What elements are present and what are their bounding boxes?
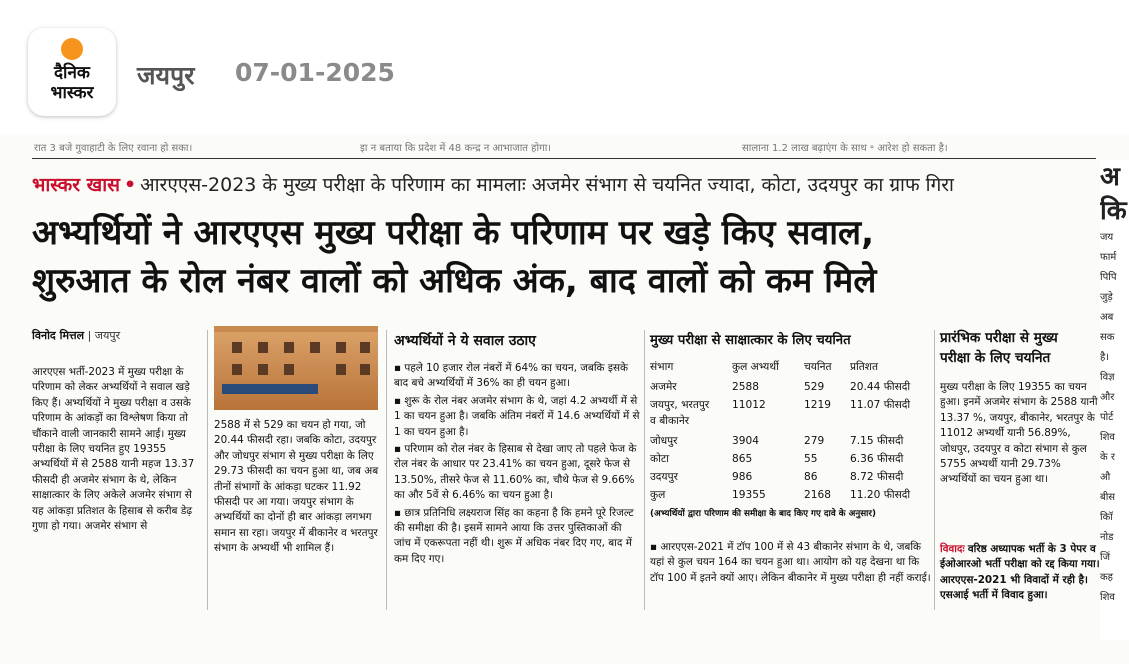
adjacent-line: है। (1100, 352, 1110, 363)
adjacent-line: अब (1100, 312, 1114, 323)
table-cell: अजमेर (650, 381, 677, 393)
article-column-2: 2588 में से 529 का चयन हो गया, जो 20.44 फीसदी रहा। जबकि कोटा, उदयपुर और जोधपुर संभाग से मुख्य परीक्षा के लिए 29.73 फीसदी का चयन हुआ था, जब अब तीनों संभागों के आंकड़ा घटकर 11.92 फीसदी पर आ गया। जयपुर संभाग के अभ्यर्थियों का दोनों ही बार आंकड़ा लगभग समान सा रहा। जयपुर में बीकानेर व भरतपुर संभाग के अभ्यर्थी भी शामिल हैं। (214, 419, 379, 555)
table-row (650, 398, 932, 412)
question-bullet: ▪ शुरू के रोल नंबर अजमेर संभाग के थे, जहां 4.2 अभ्यर्थी में से 1 का चयन हुआ है। जबकि अंतिम नंबरों में 14.6 अभ्यर्थियों में से 1 का चयन हुआ है। (394, 394, 640, 438)
adjacent-line: के र (1100, 452, 1115, 463)
table-cell: 2588 (732, 381, 759, 393)
table-cell: जयपुर, भरतपुर (650, 399, 710, 411)
question-bullet: ▪ पहले 10 हजार रोल नंबरों में 64% का चयन, जबकि इसके बाद बचे अभ्यर्थियों में 36% का ही चयन हुआ। (394, 362, 628, 390)
table-heading: मुख्य परीक्षा से साक्षात्कार के लिए चयनित (650, 333, 851, 348)
table-cell: 6.36 फीसदी (850, 453, 904, 465)
adjacent-line: औ (1100, 472, 1111, 483)
app-header (0, 0, 1129, 134)
table-cell: 279 (804, 435, 825, 447)
table-cell: जोधपुर (650, 435, 678, 447)
cutoff-text-b: इा न बताया कि प्रदेश में 48 कन्द्र न आभाजात होगा। (360, 143, 552, 154)
top-rule (32, 158, 1096, 159)
headline-line-1: अभ्यर्थियों ने आरएएस मुख्य परीक्षा के परिणाम पर खड़े किए सवाल, (32, 213, 874, 253)
table-cell: 11.20 फीसदी (850, 489, 911, 501)
adjacent-line: विज्ञ (1100, 372, 1115, 383)
prelim-body: मुख्य परीक्षा के लिए 19355 का चयन हुआ। इनमें अजमेर संभाग के 2588 यानी 13.37 %, जयपुर, बीकानेर, भरतपुर के 11012 अभ्यर्थी यानी 56.89%, जोधपुर, उदयपुर व कोटा संभाग से कुल 5755 अभ्यर्थी यानी 29.73% अभ्यर्थियों का चयन हुआ था। (940, 381, 1098, 486)
table-cell: 3904 (732, 435, 759, 447)
byline (32, 328, 212, 343)
adjacent-line: पोर्ट (1100, 412, 1114, 423)
table-cell: 8.72 फीसदी (850, 471, 904, 483)
table-cell: 11.07 फीसदी (850, 399, 911, 411)
adjacent-line: जिं (1100, 552, 1111, 563)
table-note: (अभ्यर्थियों द्वारा परिणाम की समीक्षा के बाद किए गए दावे के अनुसार) (650, 509, 877, 519)
table-row (650, 452, 932, 466)
logo-text-line2: भास्कर (50, 83, 94, 103)
adjacent-line: शिव (1100, 592, 1115, 603)
table-row (650, 470, 932, 484)
prelim-heading-line-1: प्रारंभिक परीक्षा से मुख्य (940, 330, 1058, 346)
vivad-box (940, 542, 1100, 604)
adjacent-line: बीस (1100, 492, 1116, 503)
adjacent-article-clipped (1100, 160, 1129, 640)
adjacent-line: फार्म (1100, 252, 1117, 263)
adjacent-line: पिपि (1100, 272, 1117, 283)
table-header-cell: प्रतिशत (850, 361, 879, 373)
table-cell: 11012 (732, 399, 766, 411)
table-cell: 20.44 फीसदी (850, 381, 911, 393)
building-photo (214, 326, 378, 410)
prelim-heading-line-2: परीक्षा के लिए चयनित (940, 350, 1051, 366)
prelim-heading (940, 328, 1100, 368)
adjacent-line: कह (1100, 572, 1113, 583)
article-column-4: ▪ आरएएस-2021 में टॉप 100 में से 43 बीकानेर संभाग के थे, जबकि यहां से कुल चयन 164 का चयन हुआ था। आयोग को यह देखना था कि टॉप 100 में इतने क्यों आए। लेकिन बीकानेर में मुख्य परीक्षा ही नहीं कराई। (650, 541, 931, 584)
adjacent-line: नोड (1100, 532, 1114, 543)
table-row (650, 434, 932, 448)
article-column-1: आरएएस भर्ती-2023 में मुख्य परीक्षा के परिणाम को लेकर अभ्यर्थियों ने सवाल खड़े किए हैं। अभ्यर्थियों ने मुख्य परीक्षा व उसके परिणाम के आंकड़ों का विश्लेषण किया तो चौंकाने वाली जानकारी सामने आई। मुख्य परीक्षा के लिए चयनित हुए 19355 अभ्यर्थियों में से 2588 यानी महज 13.37 फीसदी ही अजमेर संभाग के थे, लेकिन साक्षात्कार के लिए अकेले अजमेर संभाग से यह आंकड़ा प्रतिशत के हिसाब से करीब डेढ़ गुणा हो गया। अजमेर संभाग से (32, 366, 195, 533)
table-cell: 529 (804, 381, 825, 393)
question-bullet: ▪ छात्र प्रतिनिधि लक्ष्यराज सिंह का कहना है कि हमने पूरे रिजल्ट की समीक्षा की है। इसमें सामने आया कि उत्तर पुस्तिकाओं की जांच में एकरूपता नहीं थी। शुरू में अधिक नंबर दिए गए, बाद में कम दिए गए। (394, 506, 634, 565)
table-cell: 86 (804, 471, 818, 483)
table-cell: कुल (650, 489, 666, 501)
building-sign (222, 384, 318, 394)
vivad-text: वरिष्ठ अध्यापक भर्ती के 3 पेपर व ईओआरओ भर्ती परीक्षा को रद्द किया गया। आरएएस-2021 भी विवादों में रही है। एसआई भर्ती में विवाद हुआ। (940, 543, 1100, 602)
main-headline (32, 209, 1100, 305)
adjacent-line: जुड़े (1100, 292, 1113, 303)
column-divider (934, 330, 935, 610)
cutoff-text-c: सालाना 1.2 लाख बढ़ाएंग के साथ ॰ आरेश हो सकता है। (742, 143, 948, 154)
table-cell: 55 (804, 453, 818, 465)
adjacent-line: शिव (1100, 432, 1115, 443)
table-cell: उदयपुर (650, 471, 678, 483)
table-row (650, 488, 932, 502)
kicker-separator: • (123, 174, 137, 196)
adjacent-line: जय (1100, 232, 1114, 243)
adjacent-line: और (1100, 392, 1115, 403)
adjacent-heading: अ (1100, 162, 1120, 192)
byline-sep: | (87, 329, 92, 342)
table-cell: 7.15 फीसदी (850, 435, 904, 447)
questions-column (394, 361, 640, 569)
edition-city: जयपुर (137, 61, 195, 90)
vivad-label: विवादः (940, 543, 965, 555)
headline-line-2: शुरुआत के रोल नंबर वालों को अधिक अंक, बाद वालों को कम मिले (32, 261, 877, 301)
byline-place: जयपुर (94, 329, 121, 342)
table-header-row (650, 360, 932, 374)
question-bullet: ▪ परिणाम को रोल नंबर के हिसाब से देखा जाए तो पहले फेज के रोल नंबर के आधार पर 23.41% का चयन हुआ, दूसरे फेज से 13.50%, तीसरे फेज से 11.60% का, चौथे फेज से 9.66% का और 5वें से 6.46% का चयन हुआ है। (394, 443, 637, 502)
table-cell: कोटा (650, 453, 669, 465)
cutoff-text-a: रात 3 बजे गुवाहाटी के लिए रवाना हो सका। (34, 143, 193, 154)
column-divider (207, 330, 208, 610)
table-cell: 865 (732, 453, 753, 465)
table-cell: व बीकानेर (650, 415, 690, 427)
logo-text-line1: दैनिक (54, 63, 90, 83)
column-divider (644, 330, 645, 610)
sun-icon (61, 38, 83, 60)
table-row (650, 414, 932, 428)
kicker-line (32, 171, 1098, 199)
kicker-text: आरएएस-2023 के मुख्य परीक्षा के परिणाम का मामलाः अजमेर संभाग से चयनित ज्यादा, कोटा, उदयपुर का ग्राफ गिरा (140, 174, 954, 196)
table-cell: 2168 (804, 489, 831, 501)
questions-heading: अभ्यर्थियों ने ये सवाल उठाए (394, 333, 536, 349)
column-divider (386, 330, 387, 610)
adjacent-line: सक (1100, 332, 1115, 343)
byline-name: विनोद मित्तल (32, 329, 85, 342)
dainik-bhaskar-logo[interactable] (28, 28, 116, 116)
adjacent-line: कॉि (1100, 512, 1113, 523)
table-header-cell: चयनित (804, 361, 832, 373)
kicker-brand: भास्कर खास (32, 174, 120, 196)
table-header-cell: कुल अभ्यर्थी (732, 361, 779, 373)
edition-date: 07-01-2025 (235, 58, 395, 87)
table-cell: 1219 (804, 399, 831, 411)
adjacent-heading-2: कि (1100, 196, 1127, 226)
table-header-cell: संभाग (650, 361, 674, 373)
table-row (650, 380, 932, 394)
table-cell: 986 (732, 471, 753, 483)
table-cell: 19355 (732, 489, 766, 501)
